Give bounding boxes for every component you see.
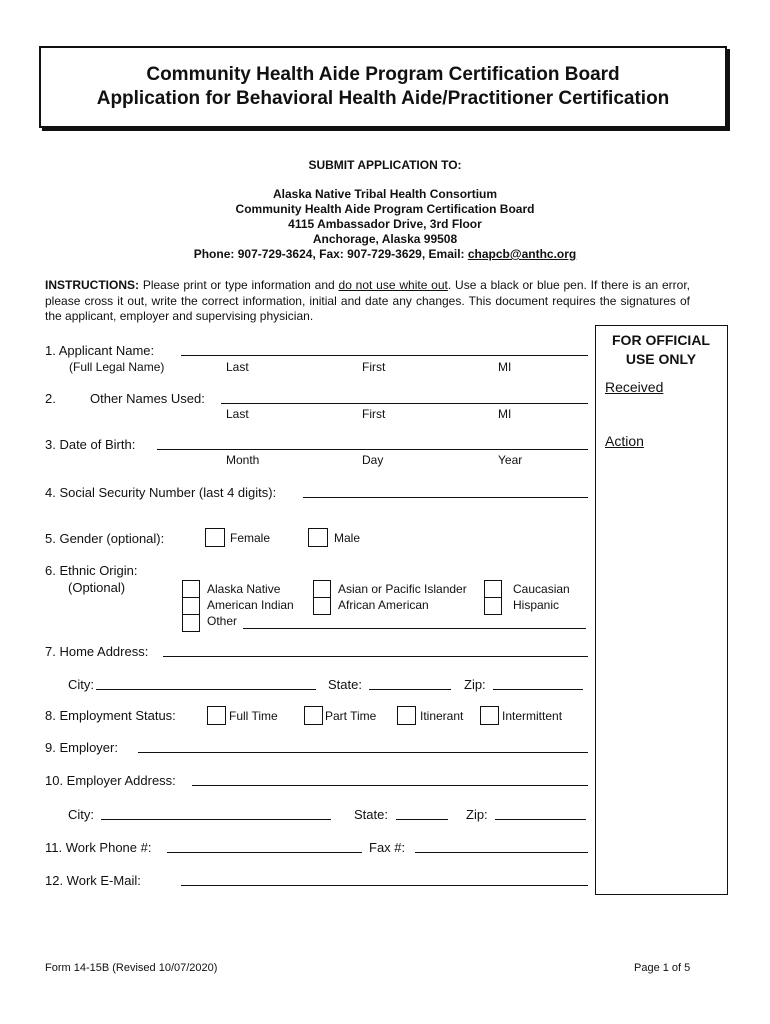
dob-field[interactable] (157, 449, 588, 450)
intermittent-checkbox[interactable] (480, 706, 499, 725)
african-american-label: African American (338, 598, 429, 612)
intermittent-label: Intermittent (502, 709, 563, 723)
american-indian-checkbox[interactable] (182, 597, 200, 615)
home-zip-label: Zip: (464, 677, 486, 692)
instructions-pre: Please print or type information and (139, 278, 339, 292)
ethnic-origin-label: 6. Ethnic Origin: (45, 563, 138, 578)
employer-address-label: 10. Employer Address: (45, 773, 176, 788)
applicant-name-label: 1. Applicant Name: (45, 343, 155, 358)
other-names-label: Other Names Used: (90, 391, 205, 406)
american-indian-label: American Indian (207, 598, 294, 612)
female-checkbox[interactable] (205, 528, 225, 547)
applicant-mi-caption: MI (498, 360, 512, 374)
dob-day-caption: Day (362, 453, 384, 467)
home-state-field[interactable] (369, 689, 451, 690)
dob-month-caption: Month (226, 453, 260, 467)
official-use-box (595, 325, 728, 895)
official-received-label: Received (605, 379, 664, 395)
submit-board: Community Health Aide Program Certification Board (235, 202, 535, 216)
home-city-field[interactable] (96, 689, 316, 690)
applicant-name-field[interactable] (181, 355, 588, 356)
african-american-checkbox[interactable] (313, 597, 331, 615)
other-ethnic-label: Other (207, 614, 238, 628)
submit-phone: Phone: 907-729-3624, Fax: 907-729-3629, Email: (193, 247, 468, 261)
instructions-label: INSTRUCTIONS: (45, 278, 139, 292)
applicant-name-sublabel: (Full Legal Name) (69, 360, 165, 374)
fax-label: Fax #: (369, 840, 406, 855)
home-address-label: 7. Home Address: (45, 644, 149, 659)
full-time-label: Full Time (229, 709, 278, 723)
other-names-number: 2. (45, 391, 56, 406)
instructions-post: . Use a black or blue pen. If there is an error, please cross it out, write the correct information, initial and date any changes. This document requires the signatures of the applicant, employer and supervising physician. (45, 278, 691, 323)
employer-address-field[interactable] (192, 785, 588, 786)
full-time-checkbox[interactable] (207, 706, 226, 725)
caucasian-checkbox[interactable] (484, 580, 502, 598)
submit-email-link[interactable]: chapcb@anthc.org (467, 247, 577, 261)
male-checkbox[interactable] (308, 528, 328, 547)
submit-heading: SUBMIT APPLICATION TO: (308, 158, 462, 172)
applicant-first-caption: First (362, 360, 386, 374)
male-label: Male (334, 531, 361, 545)
caucasian-label: Caucasian (513, 582, 570, 596)
employer-state-field[interactable] (396, 819, 448, 820)
submit-contact (0, 247, 770, 261)
submit-street: 4115 Ambassador Drive, 3rd Floor (288, 217, 482, 231)
employer-state-label: State: (354, 807, 388, 822)
asian-pacific-checkbox[interactable] (313, 580, 331, 598)
ssn-label: 4. Social Security Number (last 4 digits): (45, 485, 277, 500)
gender-label: 5. Gender (optional): (45, 531, 165, 546)
other-last-caption: Last (226, 407, 249, 421)
ethnic-origin-sublabel: (Optional) (68, 580, 126, 595)
applicant-last-caption: Last (226, 360, 249, 374)
title-line-2: Application for Behavioral Health Aide/Practitioner Certification (96, 88, 670, 109)
employer-label: 9. Employer: (45, 740, 118, 755)
asian-pacific-label: Asian or Pacific Islander (338, 582, 467, 596)
home-zip-field[interactable] (493, 689, 583, 690)
hispanic-label: Hispanic (513, 598, 560, 612)
female-label: Female (230, 531, 271, 545)
work-phone-label: 11. Work Phone #: (45, 840, 152, 855)
official-action-label: Action (605, 433, 644, 449)
employer-zip-field[interactable] (495, 819, 586, 820)
other-ethnic-field[interactable] (243, 628, 586, 629)
employer-zip-label: Zip: (466, 807, 488, 822)
dob-label: 3. Date of Birth: (45, 437, 136, 452)
employer-city-field[interactable] (101, 819, 331, 820)
page-number: Page 1 of 5 (634, 962, 691, 974)
work-phone-field[interactable] (167, 852, 362, 853)
employer-field[interactable] (138, 752, 588, 753)
home-address-field[interactable] (163, 656, 588, 657)
form-number: Form 14-15B (Revised 10/07/2020) (45, 962, 218, 974)
other-names-field[interactable] (221, 403, 588, 404)
official-use-title: FOR OFFICIAL USE ONLY (612, 332, 710, 367)
home-city-label: City: (68, 677, 94, 692)
hispanic-checkbox[interactable] (484, 597, 502, 615)
submit-org: Alaska Native Tribal Health Consortium (272, 187, 498, 201)
other-ethnic-checkbox[interactable] (182, 614, 200, 632)
itinerant-checkbox[interactable] (397, 706, 416, 725)
alaska-native-checkbox[interactable] (182, 580, 200, 598)
submit-city: Anchorage, Alaska 99508 (312, 232, 458, 246)
part-time-checkbox[interactable] (304, 706, 323, 725)
alaska-native-label: Alaska Native (207, 582, 281, 596)
ssn-field[interactable] (303, 497, 588, 498)
dob-year-caption: Year (498, 453, 523, 467)
work-email-field[interactable] (181, 885, 588, 886)
employment-status-label: 8. Employment Status: (45, 708, 176, 723)
fax-field[interactable] (415, 852, 588, 853)
other-first-caption: First (362, 407, 386, 421)
part-time-label: Part Time (325, 709, 377, 723)
home-state-label: State: (328, 677, 362, 692)
instructions (45, 278, 690, 325)
employer-city-label: City: (68, 807, 94, 822)
title-box (39, 46, 727, 128)
work-email-label: 12. Work E-Mail: (45, 873, 141, 888)
instructions-emphasis: do not use white out (338, 278, 448, 292)
title-line-1: Community Health Aide Program Certification Board (146, 64, 620, 85)
itinerant-label: Itinerant (420, 709, 464, 723)
other-mi-caption: MI (498, 407, 512, 421)
